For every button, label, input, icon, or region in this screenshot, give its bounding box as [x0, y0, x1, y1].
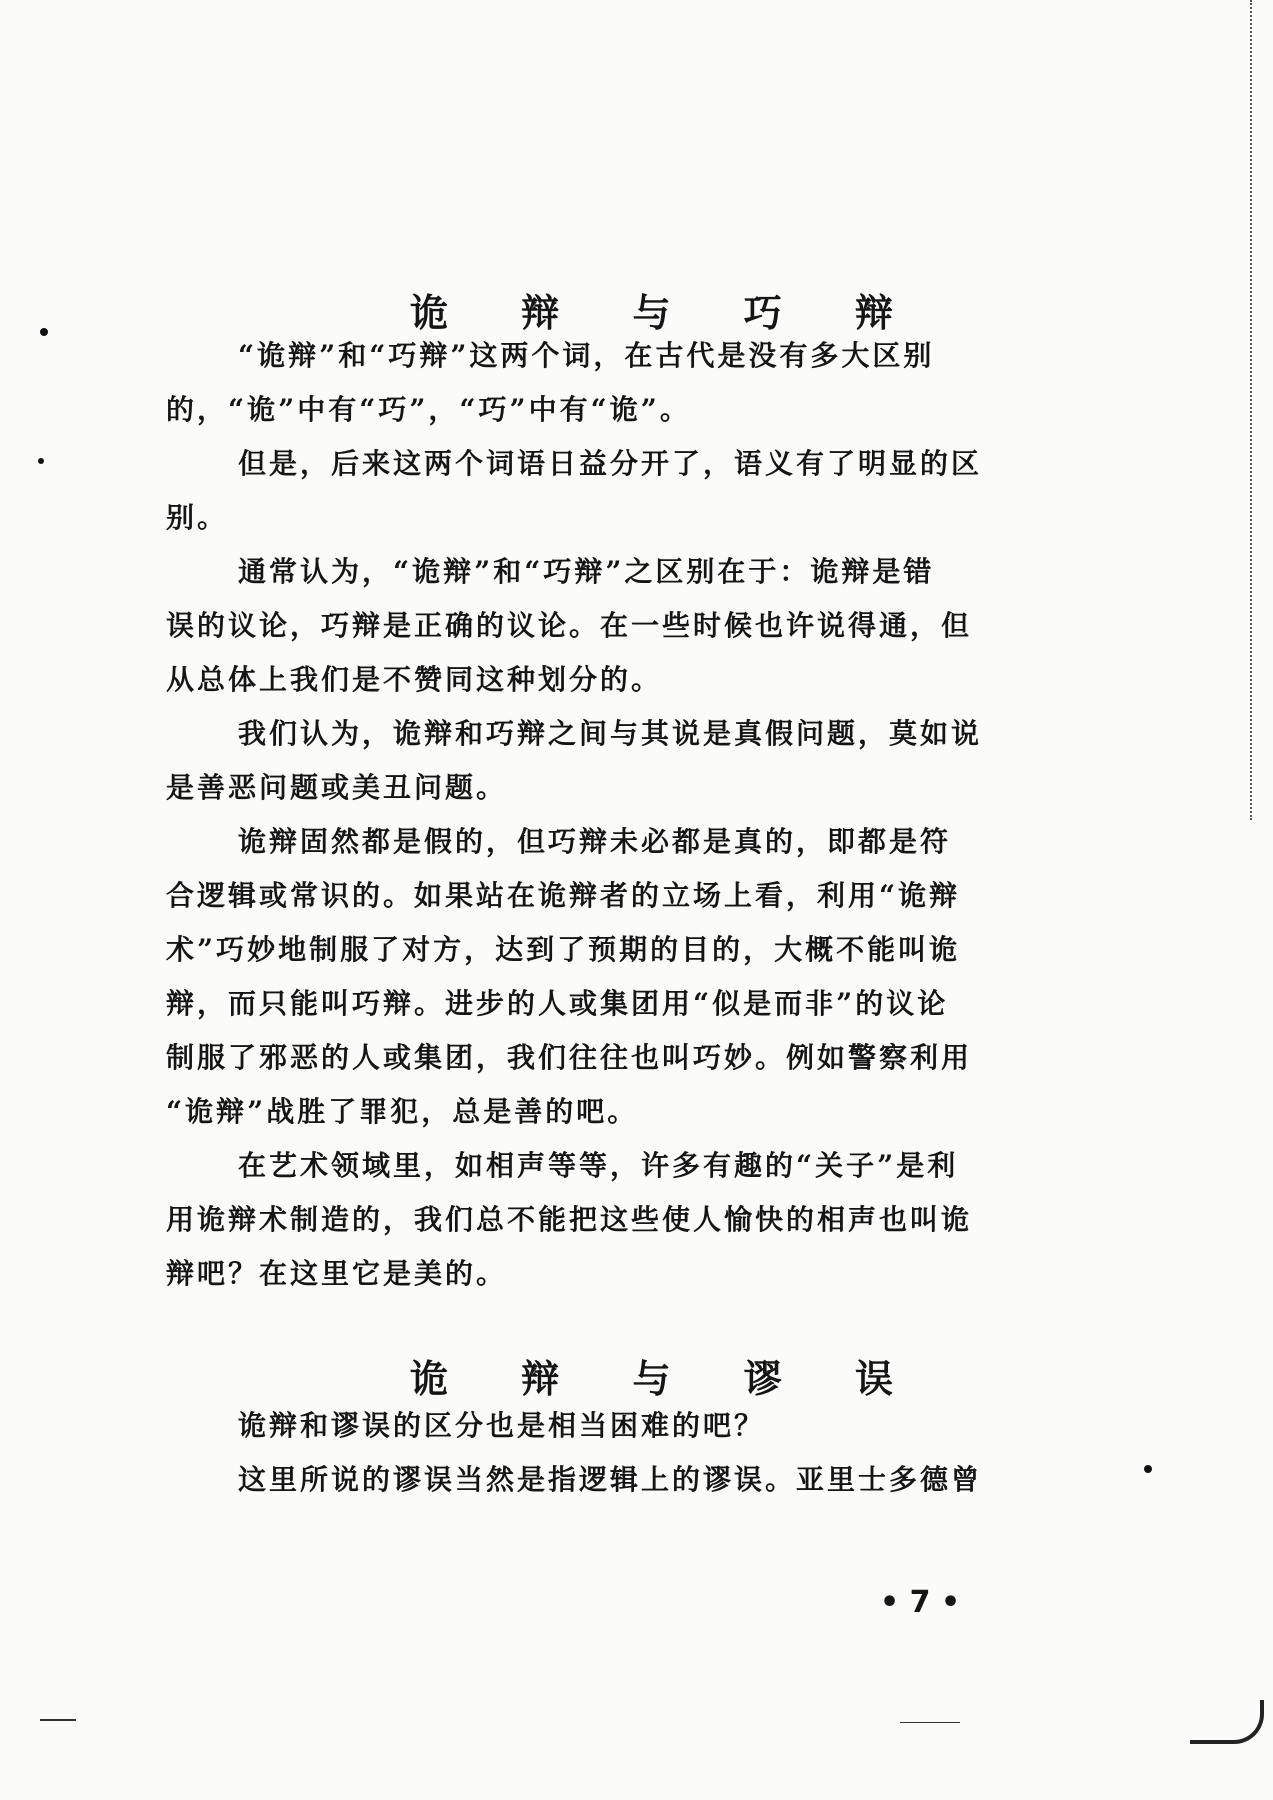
scan-mark: [900, 1722, 960, 1723]
paragraph-line: 通常认为，“诡辩”和“巧辩”之区别在于：诡辩是错: [238, 555, 935, 588]
section-title-sophistry-vs-fallacy: 诡 辩 与 谬 误: [410, 1356, 923, 1401]
scan-speck: [40, 328, 48, 336]
page-curl-mark: [1190, 1700, 1264, 1744]
paragraph-line: 我们认为，诡辩和巧辩之间与其说是真假问题，莫如说: [238, 717, 983, 750]
scan-mark: [40, 1719, 76, 1721]
section-title-sophistry-vs-eloquence: 诡 辩 与 巧 辩: [410, 290, 923, 335]
paragraph-line: 术”巧妙地制服了对方，达到了预期的目的，大概不能叫诡: [166, 933, 961, 966]
page-number: • 7 •: [880, 1585, 961, 1620]
paragraph-line: 的，“诡”中有“巧”，“巧”中有“诡”。: [166, 393, 691, 426]
paragraph-line: 辩吧？在这里它是美的。: [166, 1257, 508, 1290]
paragraph-line: “诡辩”战胜了罪犯，总是善的吧。: [166, 1095, 639, 1128]
paragraph-line: 从总体上我们是不赞同这种划分的。: [166, 663, 663, 696]
scan-speck: [1144, 1465, 1152, 1473]
paragraph-line: 合逻辑或常识的。如果站在诡辩者的立场上看，利用“诡辩: [166, 879, 961, 912]
paragraph-line: 这里所说的谬误当然是指逻辑上的谬误。亚里士多德曾: [238, 1463, 983, 1496]
paragraph-line: 诡辩固然都是假的，但巧辩未必都是真的，即都是符: [238, 825, 952, 858]
paragraph-line: 用诡辩术制造的，我们总不能把这些使人愉快的相声也叫诡: [166, 1203, 973, 1236]
scan-speck: [38, 458, 44, 464]
scan-edge-line: [1250, 0, 1252, 820]
paragraph-line: 制服了邪恶的人或集团，我们往往也叫巧妙。例如警察利用: [166, 1041, 973, 1074]
paragraph-line: 别。: [166, 501, 229, 534]
paragraph-line: 辩，而只能叫巧辩。进步的人或集团用“似是而非”的议论: [166, 987, 949, 1020]
paragraph-line: 误的议论，巧辩是正确的议论。在一些时候也许说得通，但: [166, 609, 973, 642]
paragraph-line: 诡辩和谬误的区分也是相当困难的吧？: [238, 1409, 766, 1442]
paragraph-line: 在艺术领域里，如相声等等，许多有趣的“关子”是利: [238, 1149, 959, 1182]
paragraph-line: 是善恶问题或美丑问题。: [166, 771, 508, 804]
paragraph-line: “诡辩”和“巧辩”这两个词，在古代是没有多大区别: [238, 339, 935, 372]
paragraph-line: 但是，后来这两个词语日益分开了，语义有了明显的区: [238, 447, 983, 480]
